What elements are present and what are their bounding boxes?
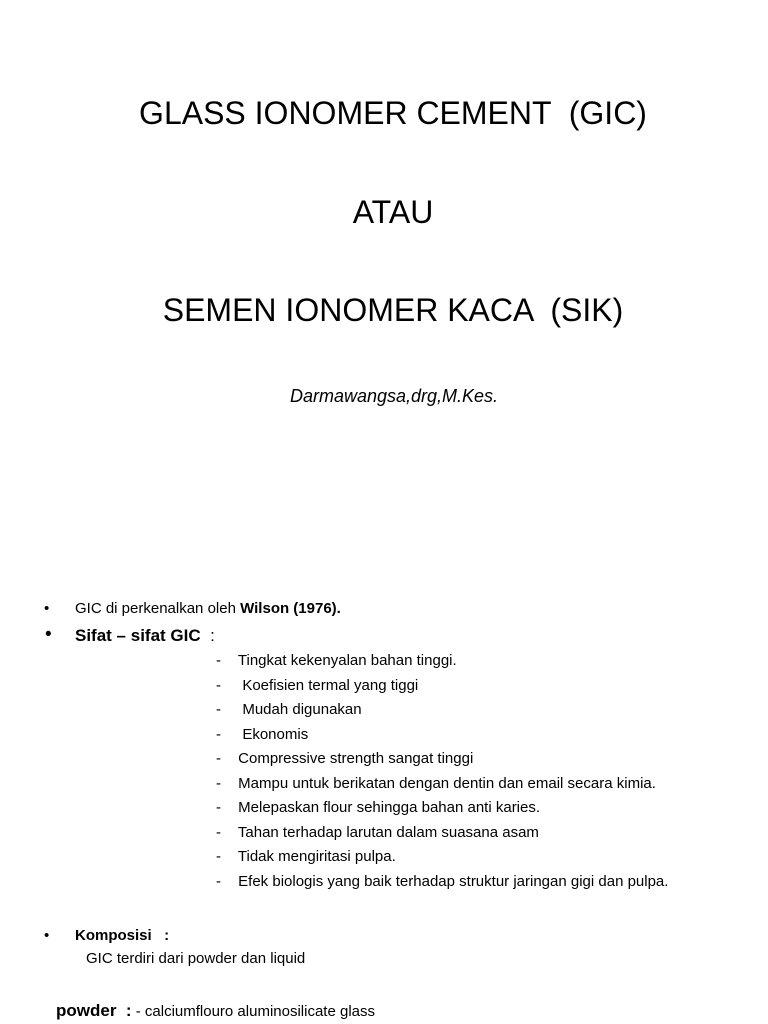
sifat-item <box>216 726 668 751</box>
title-line-2: ATAU <box>352 194 434 230</box>
sifat-item-dash: - <box>216 701 221 718</box>
powder-line <box>56 1000 375 1023</box>
author-name: Darmawangsa,drg,M.Kes. <box>289 386 499 406</box>
intro-line <box>75 600 341 618</box>
komposisi-line: GIC terdiri dari powder dan liquid <box>86 950 306 967</box>
bullet-sifat: • <box>45 624 52 645</box>
sifat-item <box>216 775 668 800</box>
bullet-intro: • <box>44 600 50 617</box>
sifat-item <box>216 848 668 873</box>
sifat-item-dash: - <box>216 774 221 792</box>
sifat-item-dash: - <box>216 676 221 694</box>
sifat-item <box>216 824 668 849</box>
sifat-item-text: Tingkat kekenyalan bahan tinggi. <box>234 652 457 669</box>
komposisi-heading: Komposisi : <box>75 927 170 944</box>
sifat-item-text: Efek biologis yang baik terhadap struktur jaringan gigi dan pulpa. <box>234 872 669 890</box>
sifat-item-text: Tidak mengiritasi pulpa. <box>234 848 396 865</box>
title-line-3: SEMEN IONOMER KACA (SIK) <box>162 292 624 328</box>
sifat-item-dash: - <box>216 652 221 669</box>
sifat-item <box>216 701 668 726</box>
sifat-item-dash: - <box>216 848 221 865</box>
sifat-item-text: Ekonomis <box>234 725 309 743</box>
sifat-item <box>216 873 668 898</box>
sifat-item <box>216 652 668 677</box>
sifat-item <box>216 799 668 824</box>
powder-text: - calciumflouro aluminosilicate glass <box>131 1003 375 1020</box>
sifat-item-text: Mampu untuk berikatan dengan dentin dan email secara kimia. <box>234 774 656 792</box>
bullet-komposisi: • <box>44 927 50 944</box>
sifat-item <box>216 677 668 702</box>
sifat-item-dash: - <box>216 872 221 890</box>
sifat-item-dash: - <box>216 823 221 841</box>
sifat-colon: : <box>200 626 215 645</box>
sifat-item-text: Compressive strength sangat tinggi <box>234 750 474 767</box>
sifat-heading: Sifat – sifat GIC <box>75 626 201 645</box>
sifat-item-text: Koefisien termal yang tiggi <box>234 676 419 694</box>
sifat-list <box>216 652 668 897</box>
sifat-item-text: Mudah digunakan <box>234 701 362 718</box>
sifat-item-dash: - <box>216 799 221 816</box>
title-line-1: GLASS IONOMER CEMENT (GIC) <box>139 95 647 131</box>
intro-bold: Wilson (1976). <box>240 600 341 617</box>
sifat-item-text: Tahan terhadap larutan dalam suasana asam <box>234 823 539 841</box>
sifat-item-dash: - <box>216 725 221 743</box>
intro-text: GIC di perkenalkan oleh <box>75 600 241 617</box>
sifat-item-dash: - <box>216 750 221 767</box>
sifat-heading-line <box>75 625 215 647</box>
powder-colon: : <box>116 1001 132 1020</box>
sifat-item <box>216 750 668 775</box>
powder-label: powder <box>56 1001 117 1020</box>
sifat-item-text: Melepaskan flour sehingga bahan anti karies. <box>234 799 541 816</box>
